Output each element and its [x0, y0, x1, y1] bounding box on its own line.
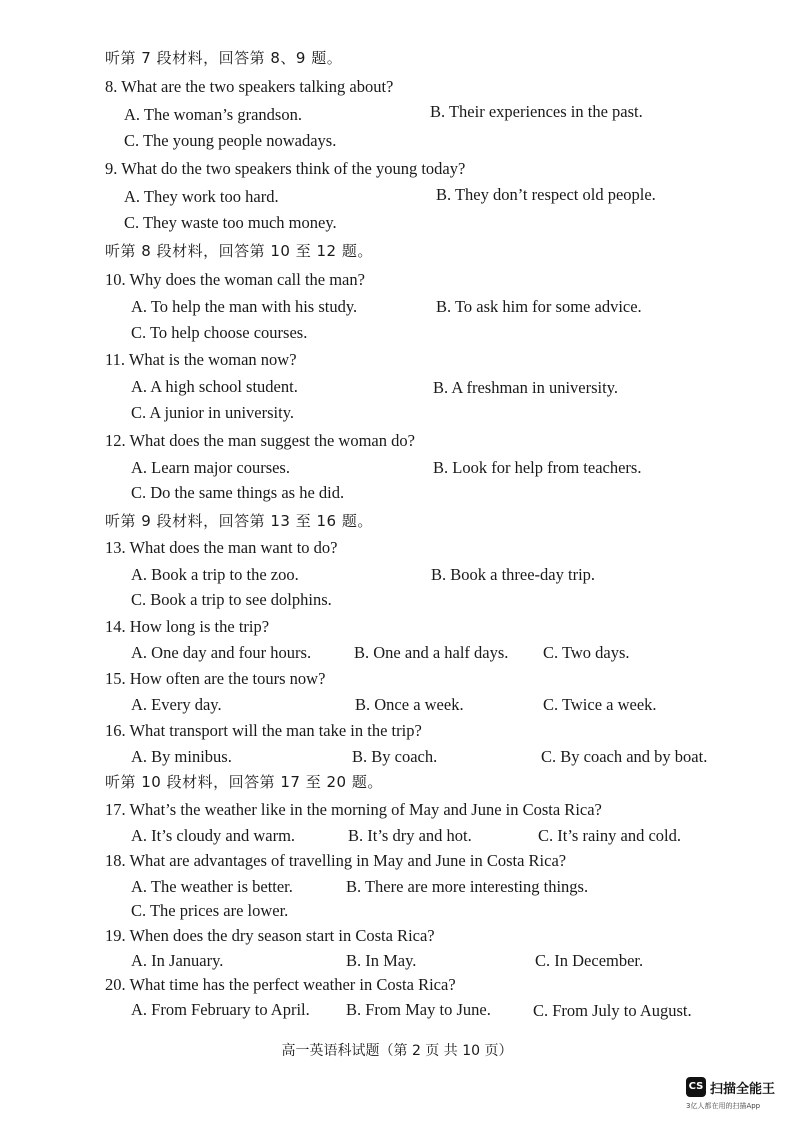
camscanner-logo-icon: CS — [686, 1077, 706, 1097]
option-a: A. One day and four hours. — [131, 643, 312, 662]
option-c: C. They waste too much money. — [124, 213, 337, 232]
option-b: B. Book a three-day trip. — [431, 565, 596, 584]
watermark-title: 扫描全能王 — [710, 1082, 776, 1097]
option-b: B. By coach. — [352, 747, 438, 766]
question-stem: 9. What do the two speakers think of the young today? — [105, 159, 466, 178]
section-heading: 听第 7 段材料，回答第 8、9 题。 — [105, 49, 343, 67]
option-a: A. To help the man with his study. — [131, 297, 358, 316]
option-a: A. By minibus. — [131, 747, 232, 766]
option-a: A. It’s cloudy and warm. — [131, 826, 296, 845]
option-c: C. In December. — [535, 951, 644, 970]
option-c: C. To help choose courses. — [131, 323, 308, 342]
section-heading: 听第 8 段材料，回答第 10 至 12 题。 — [105, 242, 373, 260]
option-c: C. Twice a week. — [543, 695, 657, 714]
question-stem: 19. When does the dry season start in Costa Rica? — [105, 926, 435, 945]
option-c: C. By coach and by boat. — [541, 747, 708, 766]
question-stem: 10. Why does the woman call the man? — [105, 270, 365, 289]
section-heading: 听第 9 段材料，回答第 13 至 16 题。 — [105, 512, 373, 530]
option-c: C. A junior in university. — [131, 403, 295, 422]
question-stem: 20. What time has the perfect weather in Costa Rica? — [105, 975, 456, 994]
option-b: B. In May. — [346, 951, 417, 970]
option-b: B. To ask him for some advice. — [436, 297, 642, 316]
option-c: C. It’s rainy and cold. — [538, 826, 681, 845]
option-c: C. The young people nowadays. — [124, 131, 337, 150]
question-stem: 16. What transport will the man take in the trip? — [105, 721, 422, 740]
option-a: A. A high school student. — [131, 377, 298, 396]
option-a: A. Book a trip to the zoo. — [131, 565, 299, 584]
option-a: A. The woman’s grandson. — [124, 105, 302, 124]
option-c: C. The prices are lower. — [131, 901, 289, 920]
option-a: A. Every day. — [131, 695, 222, 714]
option-c: C. Two days. — [543, 643, 630, 662]
scanner-watermark — [686, 1077, 786, 1113]
watermark-subtitle: 3亿人都在用的扫描App — [686, 1102, 761, 1110]
option-b: B. Once a week. — [355, 695, 464, 714]
question-stem: 14. How long is the trip? — [105, 617, 270, 636]
option-c: C. Book a trip to see dolphins. — [131, 590, 332, 609]
question-stem: 11. What is the woman now? — [105, 350, 297, 369]
option-a: A. Learn major courses. — [131, 458, 290, 477]
question-stem: 15. How often are the tours now? — [105, 669, 326, 688]
option-b: B. It’s dry and hot. — [348, 826, 472, 845]
option-a: A. They work too hard. — [124, 187, 279, 206]
option-b: B. One and a half days. — [354, 643, 509, 662]
option-a: A. In January. — [131, 951, 224, 970]
option-a: A. From February to April. — [131, 1000, 310, 1019]
option-b: B. From May to June. — [346, 1000, 491, 1019]
option-b: B. A freshman in university. — [433, 378, 618, 397]
option-a: A. The weather is better. — [131, 877, 293, 896]
question-stem: 8. What are the two speakers talking about? — [105, 77, 394, 96]
page-footer: 高一英语科试题（第 2 页 共 10 页） — [281, 1043, 513, 1059]
option-b: B. Look for help from teachers. — [433, 458, 642, 477]
option-c: C. From July to August. — [533, 1001, 692, 1020]
option-b: B. Their experiences in the past. — [430, 102, 643, 121]
question-stem: 13. What does the man want to do? — [105, 538, 338, 557]
option-c: C. Do the same things as he did. — [131, 483, 345, 502]
question-stem: 18. What are advantages of travelling in May and June in Costa Rica? — [105, 851, 567, 870]
section-heading: 听第 10 段材料，回答第 17 至 20 题。 — [105, 773, 383, 791]
option-b: B. There are more interesting things. — [346, 877, 589, 896]
question-stem: 17. What’s the weather like in the morning of May and June in Costa Rica? — [105, 800, 602, 819]
option-b: B. They don’t respect old people. — [436, 185, 656, 204]
question-stem: 12. What does the man suggest the woman do? — [105, 431, 415, 450]
